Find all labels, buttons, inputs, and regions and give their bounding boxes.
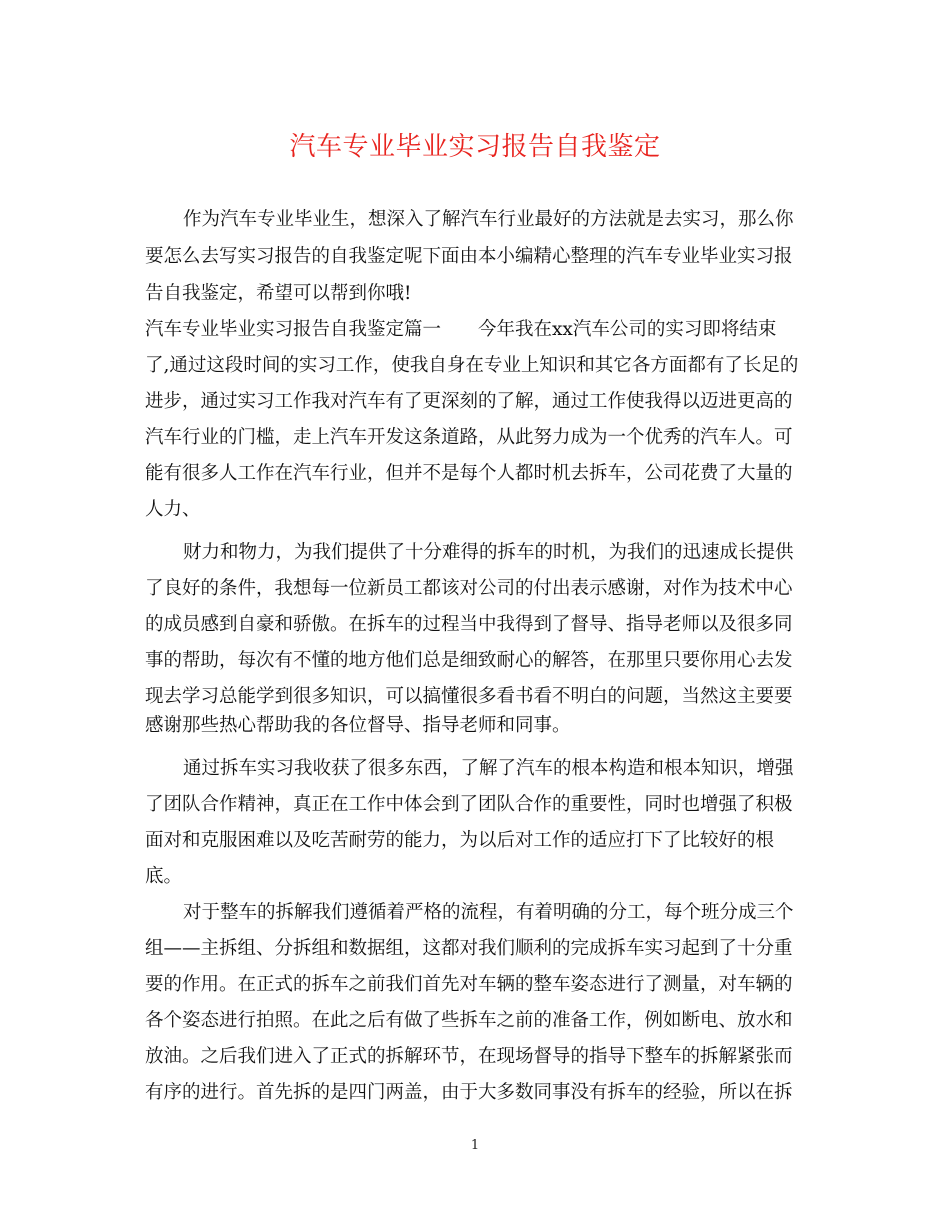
text-line: 了良好的条件，我想每一位新员工都该对公司的付出表示感谢，对作为技术中心 — [145, 578, 793, 599]
text-line: 汽车专业毕业实习报告自我鉴定篇一 今年我在xx汽车公司的实习即将结束 — [145, 319, 777, 340]
text-line: 要怎么去写实习报告的自我鉴定呢下面由本小编精心整理的汽车专业毕业实习报 — [145, 246, 793, 267]
text-line: 了,通过这段时间的实习工作，使我自身在专业上知识和其它各方面都有了长足的 — [145, 355, 799, 376]
text-line: 的成员感到自豪和骄傲。在拆车的过程当中我得到了督导、指导老师以及很多同 — [145, 614, 793, 635]
text-line: 进步，通过实习工作我对汽车有了更深刻的了解，通过工作使我得以迈进更高的 — [145, 391, 793, 412]
text-line: 各个姿态进行拍照。在此之后有做了些拆车之前的准备工作，例如断电、放水和 — [145, 1010, 793, 1031]
text-line: 财力和物力，为我们提供了十分难得的拆车的时机，为我们的迅速成长提供 — [183, 542, 794, 563]
text-line: 人力、 — [145, 499, 201, 520]
text-line: 有序的进行。首先拆的是四门两盖，由于大多数同事没有拆车的经验，所以在拆 — [145, 1082, 793, 1103]
text-line: 了团队合作精神，真正在工作中体会到了团队合作的重要性，同时也增强了积极 — [145, 794, 793, 815]
text-line: 事的帮助，每次有不懂的地方他们总是细致耐心的解答，在那里只要你用心去发 — [145, 650, 793, 671]
text-line: 组——主拆组、分拆组和数据组，这都对我们顺利的完成拆车实习起到了十分重 — [145, 938, 793, 959]
text-line: 对于整车的拆解我们遵循着严格的流程，有着明确的分工，每个班分成三个 — [183, 902, 794, 923]
text-line: 作为汽车专业毕业生，想深入了解汽车行业最好的方法就是去实习，那么你 — [183, 209, 794, 230]
text-line: 现去学习总能学到很多知识，可以搞懂很多看书看不明白的问题，当然这主要要 — [145, 686, 793, 707]
text-line: 汽车行业的门槛，走上汽车开发这条道路，从此努力成为一个优秀的汽车人。可 — [145, 427, 793, 448]
text-line: 要的作用。在正式的拆车之前我们首先对车辆的整车姿态进行了测量，对车辆的 — [145, 974, 793, 995]
text-line: 告自我鉴定，希望可以帮到你哦! — [145, 283, 412, 304]
document-title: 汽车专业毕业实习报告自我鉴定 — [289, 132, 661, 162]
text-line: 能有很多人工作在汽车行业，但并不是每个人都时机去拆车，公司花费了大量的 — [145, 463, 793, 484]
text-line: 放油。之后我们进入了正式的拆解环节，在现场督导的指导下整车的拆解紧张而 — [145, 1046, 793, 1067]
text-line: 面对和克服困难以及吃苦耐劳的能力，为以后对工作的适应打下了比较好的根 — [145, 830, 775, 851]
text-line: 底。 — [145, 866, 183, 887]
text-line: 感谢那些热心帮助我的各位督导、指导老师和同事。 — [145, 715, 571, 736]
text-line: 通过拆车实习我收获了很多东西，了解了汽车的根本构造和根本知识，增强 — [183, 758, 794, 779]
page-number: 1 — [470, 1138, 480, 1153]
